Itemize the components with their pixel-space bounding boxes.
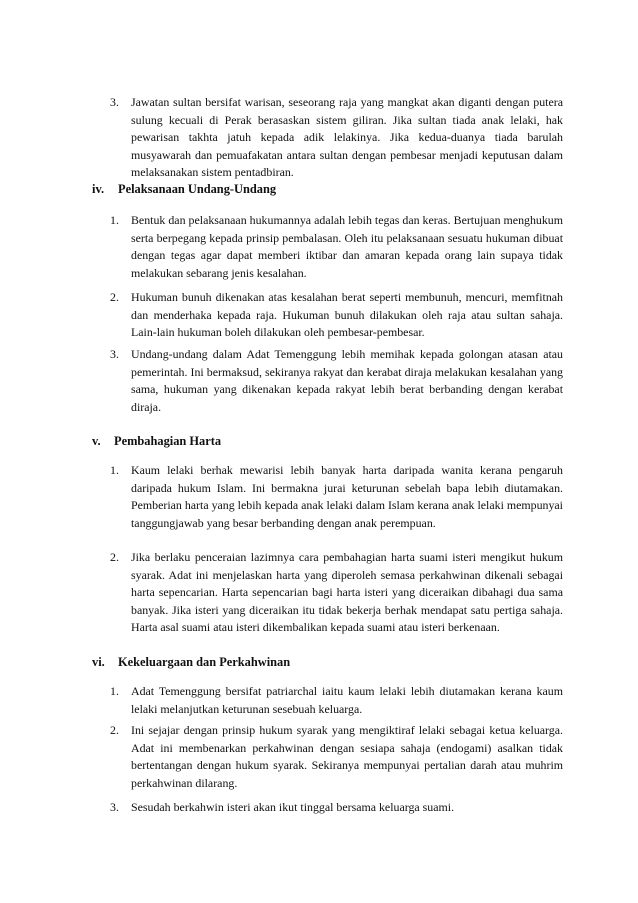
section-heading [92, 433, 221, 449]
item-number: 1. [110, 213, 119, 227]
list-item [110, 462, 563, 532]
list-item [110, 722, 563, 792]
item-text: Jawatan sultan bersifat warisan, seseorang raja yang mangkat akan diganti dengan putera sulung kecuali di Perak berasaskan sistem giliran. Jika sultan tiada anak lelaki, hak pewarisan takhta jatuh kepada adik lelakinya. Jika kedua-duanya tiada barulah musyawarah dan pemuafakatan antara sultan dengan pembesar menjadi keputusan dalam melaksanakan sistem pentadbiran. [131, 95, 563, 180]
item-number: 3. [110, 95, 119, 109]
list-item [110, 289, 563, 342]
list-item [110, 683, 563, 718]
list-item [110, 799, 563, 817]
section-number: vi. [92, 655, 105, 669]
item-text: Ini sejajar dengan prinsip hukum syarak yang mengiktiraf lelaki sebagai ketua keluarga. Adat ini membenarkan perkahwinan dengan sesiapa sahaja (endogami) asalkan tidak bertentangan dengan hukum syarak. Sekiranya mempunyai pertalian darah atau muhrim perkahwinan dilarang. [131, 723, 563, 790]
section-heading [92, 654, 290, 670]
section-title: Pelaksanaan Undang-Undang [118, 182, 277, 196]
list-item [110, 94, 563, 182]
section-heading [92, 181, 276, 197]
item-text: Jika berlaku penceraian lazimnya cara pembahagian harta suami isteri mengikut hukum syarak. Adat ini menjelaskan harta yang diperoleh semasa perkahwinan dikenali sebagai harta sepencarian. Harta sepencarian bagi harta isteri yang diceraikan dibahagi dua sama banyak. Jika isteri yang diceraikan itu tidak bekerja berhak mendapat satu pertiga sahaja. Harta asal suami atau isteri dikembalikan kepada suami atau isteri berkenaan. [131, 550, 563, 635]
item-number: 2. [110, 723, 119, 737]
item-number: 2. [110, 550, 119, 564]
section-title: Kekeluargaan dan Perkahwinan [118, 655, 291, 669]
item-number: 1. [110, 684, 119, 698]
list-item [110, 212, 563, 282]
list-item [110, 549, 563, 637]
item-text: Adat Temenggung bersifat patriarchal iaitu kaum lelaki lebih diutamakan kerana kaum lelaki melanjutkan keturunan sesebuah keluarga. [131, 684, 563, 716]
item-text: Kaum lelaki berhak mewarisi lebih banyak harta daripada wanita kerana pengaruh daripada hukum Islam. Ini bermakna jurai keturunan sebelah bapa lebih diutamakan. Pemberian harta yang lebih kepada anak lelaki dalam Islam kerana anak lelaki mempunyai tanggungjawab yang besar berbanding dengan anak perempuan. [131, 463, 563, 530]
section-title: Pembahagian Harta [114, 434, 222, 448]
item-number: 1. [110, 463, 119, 477]
section-number: v. [92, 434, 101, 448]
list-item [110, 346, 563, 416]
item-number: 3. [110, 347, 119, 361]
item-text: Sesudah berkahwin isteri akan ikut tinggal bersama keluarga suami. [131, 800, 455, 814]
item-number: 2. [110, 290, 119, 304]
section-number: iv. [92, 182, 105, 196]
item-number: 3. [110, 800, 119, 814]
item-text: Hukuman bunuh dikenakan atas kesalahan berat seperti membunuh, mencuri, memfitnah dan menderhaka kepada raja. Hukuman bunuh dilakukan oleh raja atau sultan sahaja. Lain-lain hukuman boleh dilakukan oleh pembesar-pembesar. [131, 290, 563, 340]
item-text: Bentuk dan pelaksanaan hukumannya adalah lebih tegas dan keras. Bertujuan menghukum serta berpegang kepada prinsip pembalasan. Oleh itu pelaksanaan sesuatu hukuman dibuat dengan tegas agar dapat memberi iktibar dan amaran kepada orang lain supaya tidak melakukan sebarang jenis kesalahan. [131, 213, 563, 280]
item-text: Undang-undang dalam Adat Temenggung lebih memihak kepada golongan atasan atau pemerintah. Ini bermaksud, sekiranya rakyat dan kerabat diraja melakukan kesalahan yang sama, hukuman yang dikenakan kepada rakyat lebih berat berbanding dengan kerabat diraja. [131, 347, 563, 414]
